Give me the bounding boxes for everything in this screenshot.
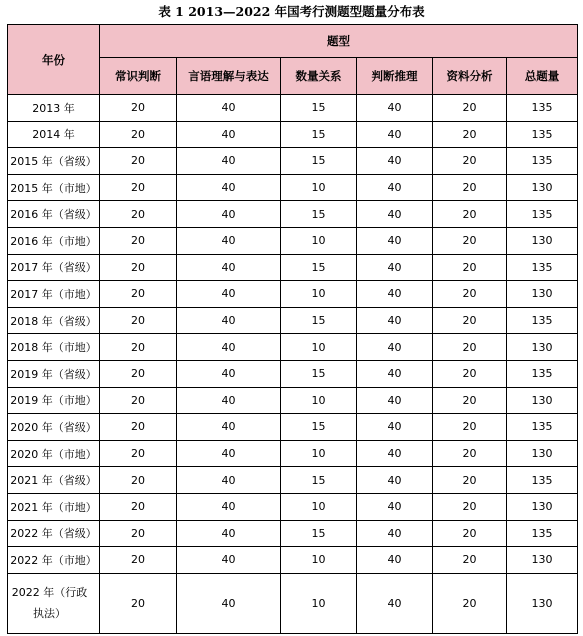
year-cell: 2020 年（省级） (8, 414, 100, 441)
cell-reasoning: 40 (357, 174, 433, 201)
cell-reasoning: 40 (357, 334, 433, 361)
year-cell: 2019 年（市地） (8, 387, 100, 414)
cell-quantitative: 10 (281, 281, 357, 308)
cell-quantitative: 10 (281, 493, 357, 520)
cell-reasoning: 40 (357, 547, 433, 574)
cell-verbal: 40 (177, 227, 281, 254)
cell-data-analysis: 20 (433, 227, 507, 254)
cell-total: 135 (507, 467, 578, 494)
question-distribution-table (7, 24, 578, 634)
cell-reasoning: 40 (357, 254, 433, 281)
table-row (8, 440, 578, 467)
cell-verbal: 40 (177, 387, 281, 414)
cell-common-sense: 20 (100, 121, 177, 148)
cell-total: 135 (507, 360, 578, 387)
year-cell: 2017 年（市地） (8, 281, 100, 308)
cell-common-sense: 20 (100, 414, 177, 441)
table-row (8, 520, 578, 547)
cell-quantitative: 15 (281, 254, 357, 281)
table-title: 表 1 2013—2022 年国考行测题型题量分布表 (158, 4, 425, 19)
cell-total: 135 (507, 520, 578, 547)
cell-quantitative: 15 (281, 201, 357, 228)
year-cell: 2015 年（市地） (8, 174, 100, 201)
cell-total: 130 (507, 573, 578, 633)
cell-data-analysis: 20 (433, 414, 507, 441)
cell-quantitative: 15 (281, 148, 357, 175)
cell-quantitative: 15 (281, 307, 357, 334)
cell-quantitative: 15 (281, 95, 357, 122)
cell-total: 135 (507, 307, 578, 334)
cell-total: 130 (507, 334, 578, 361)
year-cell: 2022 年（行政执法） (8, 573, 100, 633)
year-cell: 2014 年 (8, 121, 100, 148)
cell-data-analysis: 20 (433, 493, 507, 520)
cell-quantitative: 10 (281, 227, 357, 254)
cell-data-analysis: 20 (433, 387, 507, 414)
cell-total: 130 (507, 387, 578, 414)
cell-data-analysis: 20 (433, 360, 507, 387)
table-row (8, 95, 578, 122)
cell-total: 135 (507, 201, 578, 228)
cell-quantitative: 10 (281, 573, 357, 633)
cell-total: 130 (507, 440, 578, 467)
cell-reasoning: 40 (357, 493, 433, 520)
cell-verbal: 40 (177, 547, 281, 574)
cell-reasoning: 40 (357, 440, 433, 467)
cell-total: 135 (507, 254, 578, 281)
cell-verbal: 40 (177, 307, 281, 334)
header-col-quantitative: 数量关系 (281, 58, 357, 95)
table-row (8, 493, 578, 520)
cell-reasoning: 40 (357, 227, 433, 254)
table-row (8, 467, 578, 494)
cell-verbal: 40 (177, 520, 281, 547)
cell-data-analysis: 20 (433, 573, 507, 633)
cell-data-analysis: 20 (433, 547, 507, 574)
cell-total: 135 (507, 148, 578, 175)
cell-common-sense: 20 (100, 334, 177, 361)
cell-verbal: 40 (177, 360, 281, 387)
cell-verbal: 40 (177, 174, 281, 201)
cell-total: 135 (507, 95, 578, 122)
cell-verbal: 40 (177, 281, 281, 308)
header-question-type: 题型 (100, 25, 578, 58)
cell-verbal: 40 (177, 414, 281, 441)
cell-quantitative: 10 (281, 440, 357, 467)
header-col-data-analysis: 资料分析 (433, 58, 507, 95)
year-cell: 2022 年（省级） (8, 520, 100, 547)
cell-verbal: 40 (177, 148, 281, 175)
table-row (8, 174, 578, 201)
cell-data-analysis: 20 (433, 201, 507, 228)
cell-data-analysis: 20 (433, 121, 507, 148)
year-cell: 2016 年（省级） (8, 201, 100, 228)
year-cell: 2018 年（省级） (8, 307, 100, 334)
cell-quantitative: 10 (281, 547, 357, 574)
year-cell: 2016 年（市地） (8, 227, 100, 254)
cell-total: 135 (507, 414, 578, 441)
cell-verbal: 40 (177, 334, 281, 361)
cell-reasoning: 40 (357, 360, 433, 387)
cell-reasoning: 40 (357, 148, 433, 175)
cell-data-analysis: 20 (433, 281, 507, 308)
table-body (8, 95, 578, 634)
header-col-common-sense: 常识判断 (100, 58, 177, 95)
table-row (8, 334, 578, 361)
cell-quantitative: 15 (281, 121, 357, 148)
table-row (8, 227, 578, 254)
table-row (8, 281, 578, 308)
cell-reasoning: 40 (357, 387, 433, 414)
cell-verbal: 40 (177, 121, 281, 148)
header-row-group (8, 25, 578, 58)
table-row (8, 148, 578, 175)
cell-common-sense: 20 (100, 307, 177, 334)
cell-common-sense: 20 (100, 95, 177, 122)
table-row (8, 547, 578, 574)
cell-common-sense: 20 (100, 174, 177, 201)
cell-data-analysis: 20 (433, 440, 507, 467)
cell-common-sense: 20 (100, 493, 177, 520)
cell-verbal: 40 (177, 467, 281, 494)
year-cell: 2018 年（市地） (8, 334, 100, 361)
cell-quantitative: 10 (281, 174, 357, 201)
table-row (8, 121, 578, 148)
cell-reasoning: 40 (357, 95, 433, 122)
cell-reasoning: 40 (357, 573, 433, 633)
cell-common-sense: 20 (100, 281, 177, 308)
table-row (8, 307, 578, 334)
cell-quantitative: 15 (281, 520, 357, 547)
cell-total: 130 (507, 227, 578, 254)
cell-common-sense: 20 (100, 360, 177, 387)
cell-common-sense: 20 (100, 387, 177, 414)
cell-data-analysis: 20 (433, 334, 507, 361)
cell-verbal: 40 (177, 201, 281, 228)
table-row (8, 201, 578, 228)
header-col-total: 总题量 (507, 58, 578, 95)
cell-total: 130 (507, 493, 578, 520)
cell-verbal: 40 (177, 573, 281, 633)
cell-reasoning: 40 (357, 121, 433, 148)
cell-total: 130 (507, 281, 578, 308)
cell-quantitative: 10 (281, 387, 357, 414)
cell-common-sense: 20 (100, 201, 177, 228)
year-cell: 2022 年（市地） (8, 547, 100, 574)
cell-verbal: 40 (177, 95, 281, 122)
table-row (8, 360, 578, 387)
cell-reasoning: 40 (357, 520, 433, 547)
year-cell: 2020 年（市地） (8, 440, 100, 467)
cell-total: 130 (507, 547, 578, 574)
header-col-verbal: 言语理解与表达 (177, 58, 281, 95)
cell-data-analysis: 20 (433, 95, 507, 122)
cell-common-sense: 20 (100, 148, 177, 175)
cell-quantitative: 15 (281, 414, 357, 441)
table-row (8, 254, 578, 281)
cell-data-analysis: 20 (433, 307, 507, 334)
cell-total: 130 (507, 174, 578, 201)
cell-common-sense: 20 (100, 520, 177, 547)
cell-reasoning: 40 (357, 414, 433, 441)
cell-common-sense: 20 (100, 227, 177, 254)
table-row (8, 414, 578, 441)
cell-verbal: 40 (177, 254, 281, 281)
cell-reasoning: 40 (357, 201, 433, 228)
cell-data-analysis: 20 (433, 148, 507, 175)
year-cell: 2015 年（省级） (8, 148, 100, 175)
header-year: 年份 (8, 25, 100, 95)
header-col-reasoning: 判断推理 (357, 58, 433, 95)
cell-data-analysis: 20 (433, 520, 507, 547)
cell-common-sense: 20 (100, 547, 177, 574)
year-cell: 2021 年（省级） (8, 467, 100, 494)
cell-verbal: 40 (177, 493, 281, 520)
cell-reasoning: 40 (357, 307, 433, 334)
cell-reasoning: 40 (357, 467, 433, 494)
cell-common-sense: 20 (100, 573, 177, 633)
cell-quantitative: 10 (281, 334, 357, 361)
cell-common-sense: 20 (100, 467, 177, 494)
table-row (8, 387, 578, 414)
cell-common-sense: 20 (100, 254, 177, 281)
cell-verbal: 40 (177, 440, 281, 467)
cell-total: 135 (507, 121, 578, 148)
cell-quantitative: 15 (281, 467, 357, 494)
year-cell: 2017 年（省级） (8, 254, 100, 281)
year-cell: 2013 年 (8, 95, 100, 122)
cell-data-analysis: 20 (433, 467, 507, 494)
cell-data-analysis: 20 (433, 174, 507, 201)
cell-common-sense: 20 (100, 440, 177, 467)
cell-reasoning: 40 (357, 281, 433, 308)
cell-data-analysis: 20 (433, 254, 507, 281)
year-cell: 2021 年（市地） (8, 493, 100, 520)
table-row (8, 573, 578, 633)
year-cell: 2019 年（省级） (8, 360, 100, 387)
cell-quantitative: 15 (281, 360, 357, 387)
